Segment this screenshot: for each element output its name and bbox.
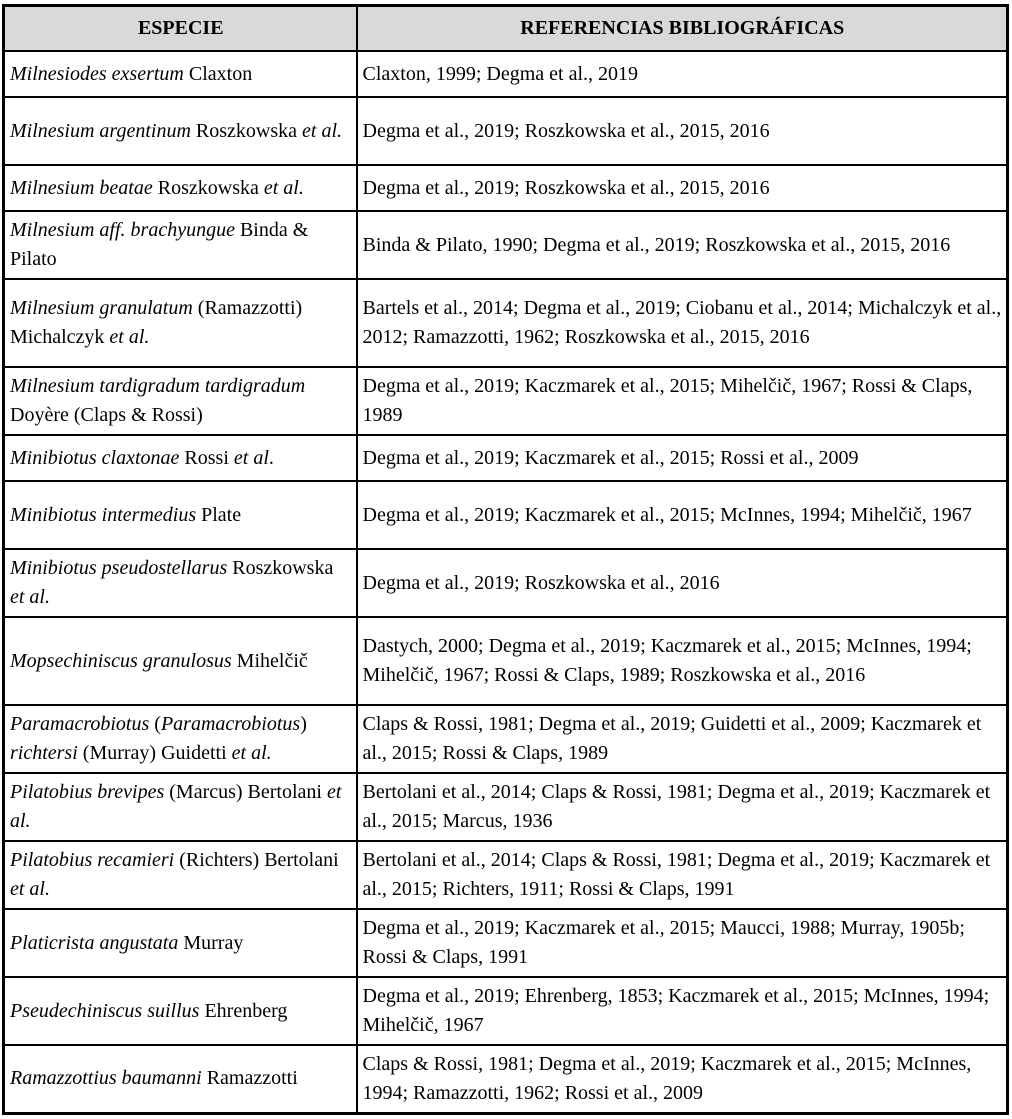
species-cell (4, 211, 357, 279)
species-name-text: . (268, 446, 274, 469)
species-name-text: (Richters) Bertolani (174, 849, 339, 871)
species-header: ESPECIE (4, 6, 357, 52)
species-name-italic: richtersi (10, 742, 78, 764)
species-cell (4, 977, 357, 1045)
species-name-italic: et al. (263, 176, 304, 199)
species-cell (4, 481, 357, 549)
species-name-italic: Mopsechiniscus granulosus (10, 649, 232, 672)
species-name-text: Roszkowska (227, 557, 334, 579)
species-cell (4, 773, 357, 841)
species-name-text: Mihelčič (231, 649, 308, 672)
species-cell (4, 617, 357, 705)
references-cell: Claps & Rossi, 1981; Degma et al., 2019; Kaczmarek et al., 2015; McInnes, 1994; Ramazzotti, 1962; Rossi et al., 2009 (357, 1045, 1008, 1113)
species-name-italic: Pilatobius recamieri (10, 849, 175, 871)
species-name-italic: Pseudechiniscus suillus (10, 999, 200, 1022)
species-name-text: ) (300, 713, 307, 735)
species-name-text: Doyère (Claps & Rossi) (10, 404, 203, 426)
references-cell: Bertolani et al., 2014; Claps & Rossi, 1981; Degma et al., 2019; Kaczmarek et al., 2015; Richters, 1911; Rossi & Claps, 1991 (357, 841, 1008, 909)
table-row (4, 51, 1008, 97)
header-row (4, 6, 1008, 52)
species-name-italic: Milnesium aff. brachyungue (10, 219, 235, 241)
table-row (4, 549, 1008, 617)
species-name-italic: Milnesium granulatum (10, 297, 193, 319)
table-row (4, 165, 1008, 211)
table-row (4, 481, 1008, 549)
references-cell: Degma et al., 2019; Kaczmarek et al., 2015; Maucci, 1988; Murray, 1905b; Rossi & Claps, 1991 (357, 909, 1008, 977)
species-references-table (2, 4, 1009, 1115)
species-cell (4, 97, 357, 165)
table-row (4, 279, 1008, 367)
species-name-italic: Platicrista angustata (10, 931, 179, 954)
references-cell: Degma et al., 2019; Ehrenberg, 1853; Kaczmarek et al., 2015; McInnes, 1994; Mihelčič, 1967 (357, 977, 1008, 1045)
species-name-italic: et al (233, 446, 269, 469)
species-cell (4, 549, 357, 617)
references-cell: Degma et al., 2019; Roszkowska et al., 2016 (357, 549, 1008, 617)
species-name-text: Roszkowska (152, 176, 264, 199)
species-name-italic: et al. (10, 781, 342, 832)
species-name-text: Roszkowska (190, 119, 303, 142)
species-name-text: Ramazzotti (201, 1067, 298, 1090)
table-row (4, 909, 1008, 977)
species-name-italic: Minibiotus intermedius (10, 503, 197, 526)
references-cell: Claps & Rossi, 1981; Degma et al., 2019; Guidetti et al., 2009; Kaczmarek et al., 2015; Rossi & Claps, 1989 (357, 705, 1008, 773)
species-name-italic: Minibiotus claxtonae (10, 446, 180, 469)
species-name-text: (Marcus) Bertolani (164, 781, 327, 803)
references-cell: Claxton, 1999; Degma et al., 2019 (357, 51, 1008, 97)
species-cell (4, 51, 357, 97)
species-name-text: Rossi (179, 446, 234, 469)
species-name-italic: et al. (231, 742, 272, 764)
table-row (4, 367, 1008, 435)
references-cell: Bertolani et al., 2014; Claps & Rossi, 1981; Degma et al., 2019; Kaczmarek et al., 2015; Marcus, 1936 (357, 773, 1008, 841)
references-cell: Degma et al., 2019; Kaczmarek et al., 2015; Mihelčič, 1967; Rossi & Claps, 1989 (357, 367, 1008, 435)
species-name-italic: et al. (302, 119, 343, 142)
table-body (4, 51, 1008, 1113)
species-name-italic: et al. (10, 586, 50, 608)
species-cell (4, 435, 357, 481)
table-row (4, 435, 1008, 481)
species-name-text: (Murray) Guidetti (77, 742, 232, 764)
species-name-italic: Milnesium beatae (10, 176, 153, 199)
species-name-italic: Pilatobius brevipes (10, 781, 165, 803)
species-name-italic: Ramazzottius baumanni (10, 1067, 202, 1090)
table-row (4, 211, 1008, 279)
table-row (4, 773, 1008, 841)
species-name-text: Ehrenberg (199, 999, 288, 1022)
references-cell: Dastych, 2000; Degma et al., 2019; Kaczmarek et al., 2015; McInnes, 1994; Mihelčič, 1967; Rossi & Claps, 1989; Roszkowska et al., 2016 (357, 617, 1008, 705)
references-cell: Degma et al., 2019; Roszkowska et al., 2015, 2016 (357, 97, 1008, 165)
references-cell: Binda & Pilato, 1990; Degma et al., 2019; Roszkowska et al., 2015, 2016 (357, 211, 1008, 279)
table-row (4, 617, 1008, 705)
species-cell (4, 909, 357, 977)
species-cell (4, 367, 357, 435)
references-cell: Degma et al., 2019; Roszkowska et al., 2015, 2016 (357, 165, 1008, 211)
species-cell (4, 165, 357, 211)
table-row (4, 1045, 1008, 1113)
references-header: REFERENCIAS BIBLIOGRÁFICAS (357, 6, 1008, 52)
table-row (4, 97, 1008, 165)
table-row (4, 977, 1008, 1045)
species-name-italic: Paramacrobiotus (10, 713, 150, 735)
species-name-text: ( (149, 713, 161, 735)
species-name-text: Binda & Pilato (10, 219, 309, 270)
table-row (4, 841, 1008, 909)
species-name-text: (Ramazzotti) Michalczyk (10, 297, 303, 348)
species-cell (4, 705, 357, 773)
species-cell (4, 841, 357, 909)
species-cell (4, 1045, 357, 1113)
species-name-italic: Milnesium tardigradum tardigradum (10, 375, 306, 397)
species-name-italic: et al. (10, 878, 50, 900)
species-name-italic: Paramacrobiotus (160, 713, 301, 735)
references-cell: Bartels et al., 2014; Degma et al., 2019; Ciobanu et al., 2014; Michalczyk et al., 2012; Ramazzotti, 1962; Roszkowska et al., 2015, 2016 (357, 279, 1008, 367)
species-cell (4, 279, 357, 367)
species-name-text: Murray (178, 931, 244, 954)
species-name-text: Claxton (183, 62, 253, 85)
references-cell: Degma et al., 2019; Kaczmarek et al., 2015; McInnes, 1994; Mihelčič, 1967 (357, 481, 1008, 549)
species-name-italic: Milnesiodes exsertum (10, 62, 184, 85)
species-name-italic: Minibiotus pseudostellarus (10, 557, 228, 579)
species-name-text: Plate (196, 503, 242, 526)
species-name-italic: Milnesium argentinum (10, 119, 191, 142)
references-cell: Degma et al., 2019; Kaczmarek et al., 2015; Rossi et al., 2009 (357, 435, 1008, 481)
table-row (4, 705, 1008, 773)
species-name-italic: et al. (109, 326, 150, 348)
